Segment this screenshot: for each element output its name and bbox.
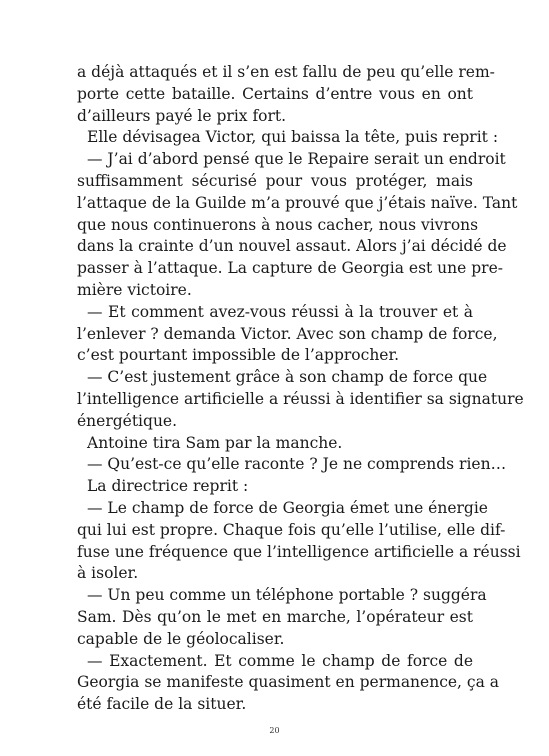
text-line: à isoler. (77, 564, 139, 583)
page-number: 20 (269, 726, 280, 735)
text-line: a déjà attaqués et il s’en est fallu de peu qu’elle rem- (77, 63, 495, 81)
text-line: passer à l’attaque. La capture de Georgia est une pre- (77, 259, 503, 278)
text-line: l’enlever ? demanda Victor. Avec son champ de force, (77, 324, 498, 343)
text-line: porte cette bataille. Certains d’entre vous en ont (77, 84, 473, 103)
text-line: Georgia se manifeste quasiment en permanence, ça a (77, 673, 499, 692)
text-line: l’intelligence artificielle a réussi à identifier sa signature (77, 389, 524, 408)
text-line: Elle dévisagea Victor, qui baissa la tête, puis reprit : (87, 128, 499, 147)
text-line: capable de le géolocaliser. (77, 629, 285, 648)
text-line: — Un peu comme un téléphone portable ? suggéra (87, 586, 487, 605)
text-line: — C’est justement grâce à son champ de force que (87, 368, 488, 387)
text-line: mière victoire. (77, 280, 192, 299)
text-line: qui lui est propre. Chaque fois qu’elle l’utilise, elle dif- (77, 520, 506, 539)
text-line: Sam. Dès qu’on le met en marche, l’opérateur est (77, 607, 473, 626)
text-line: — Le champ de force de Georgia émet une énergie (87, 498, 488, 517)
text-line: — Et comment avez-vous réussi à la trouver et à (87, 302, 473, 321)
text-line: fuse une fréquence que l’intelligence artificielle a réussi (77, 542, 521, 561)
text-line: Antoine tira Sam par la manche. (87, 433, 343, 452)
text-line: d’ailleurs payé le prix fort. (77, 106, 287, 125)
text-line: — Qu’est-ce qu’elle raconte ? Je ne comprends rien… (87, 455, 507, 474)
text-line: La directrice reprit : (87, 477, 249, 496)
text-line: suffisamment sécurisé pour vous protéger, mais (77, 171, 473, 190)
page-body (77, 62, 524, 716)
text-line: — Exactement. Et comme le champ de force de (87, 651, 473, 670)
text-line: c’est pourtant impossible de l’approcher. (77, 346, 400, 365)
text-line: énergétique. (77, 411, 178, 430)
text-line: l’attaque de la Guilde m’a prouvé que j’étais naïve. Tant (77, 193, 518, 212)
text-line: été facile de la situer. (77, 695, 247, 714)
text-line: que nous continuerons à nous cacher, nous vivrons (77, 215, 479, 234)
text-line: dans la crainte d’un nouvel assaut. Alors j’ai décidé de (77, 237, 507, 256)
text-line: — J’ai d’abord pensé que le Repaire serait un endroit (87, 150, 506, 169)
